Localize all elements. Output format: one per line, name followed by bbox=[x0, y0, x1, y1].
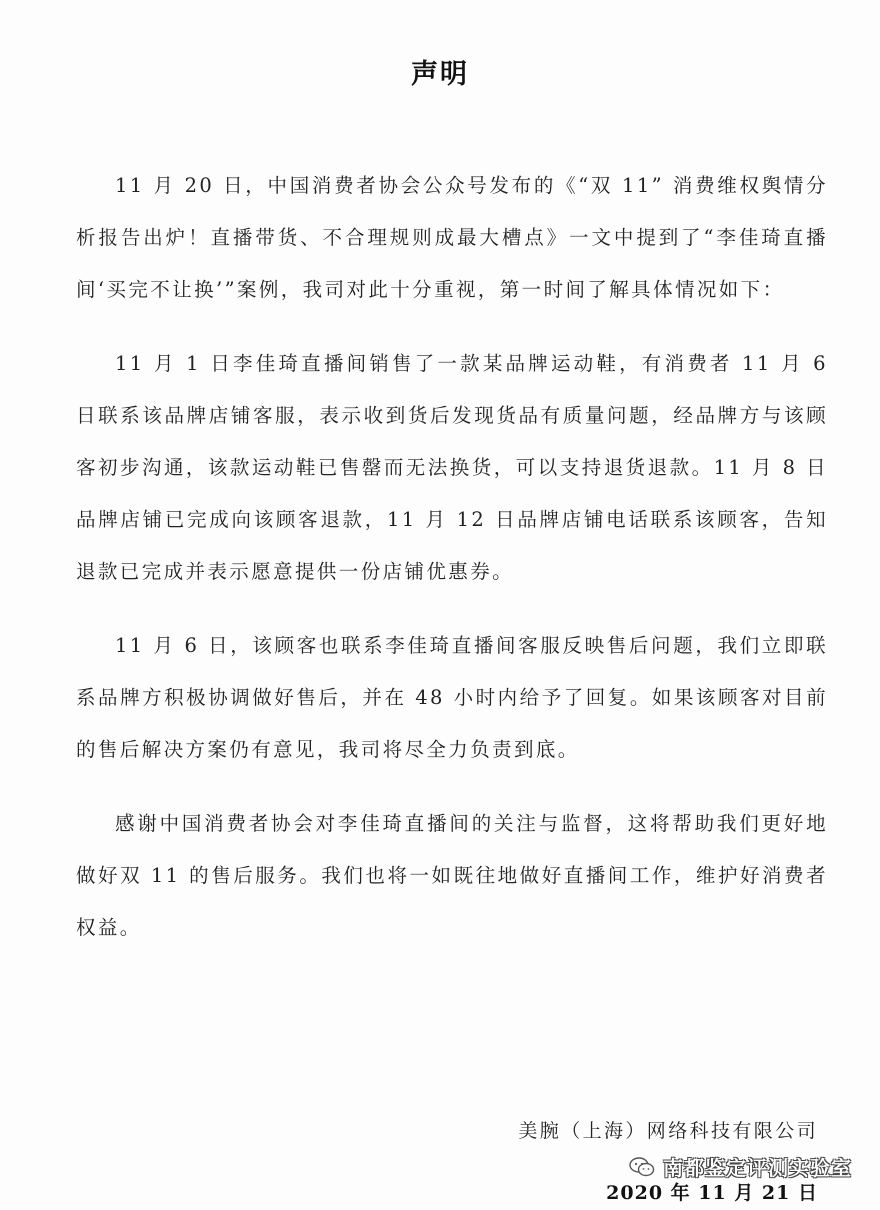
paragraph-2: 11 月 1 日李佳琦直播间销售了一款某品牌运动鞋，有消费者 11 月 6 日联系该品牌店铺客服，表示收到货后发现货品有质量问题，经品牌方与该顾客初步沟通，该款运动鞋已售罄而无法换货，可以支持退货退款。11 月 8 日品牌店铺已完成向该顾客退款，11 月 12 日品牌店铺电话联系该顾客，告知退款已完成并表示愿意提供一份店铺优惠券。 bbox=[76, 352, 828, 583]
wechat-icon bbox=[629, 1157, 655, 1177]
paragraph-4: 感谢中国消费者协会对李佳琦直播间的关注与监督，这将帮助我们更好地做好双 11 的售后服务。我们也将一如既往地做好直播间工作，维护好消费者权益。 bbox=[76, 812, 828, 939]
document-body bbox=[76, 160, 828, 976]
paragraph-3: 11 月 6 日，该顾客也联系李佳琦直播间客服反映售后问题，我们立即联系品牌方积极协调做好售后，并在 48 小时内给予了回复。如果该顾客对目前的售后解决方案仍有意见，我司将尽全力负责到底。 bbox=[76, 634, 828, 761]
watermark bbox=[629, 1152, 852, 1181]
company-signature: 美腕（上海）网络科技有限公司 bbox=[518, 1120, 818, 1142]
paragraph-1: 11 月 20 日，中国消费者协会公众号发布的《“双 11” 消费维权舆情分析报告出炉！直播带货、不合理规则成最大槽点》一文中提到了“李佳琦直播间‘买完不让换’”案例，我司对此十分重视，第一时间了解具体情况如下： bbox=[76, 174, 828, 301]
document-title: 声明 bbox=[411, 59, 469, 90]
document-date: 2020 年 11 月 21 日 bbox=[606, 1182, 818, 1204]
watermark-text: 南都鉴定评测实验室 bbox=[663, 1156, 852, 1180]
